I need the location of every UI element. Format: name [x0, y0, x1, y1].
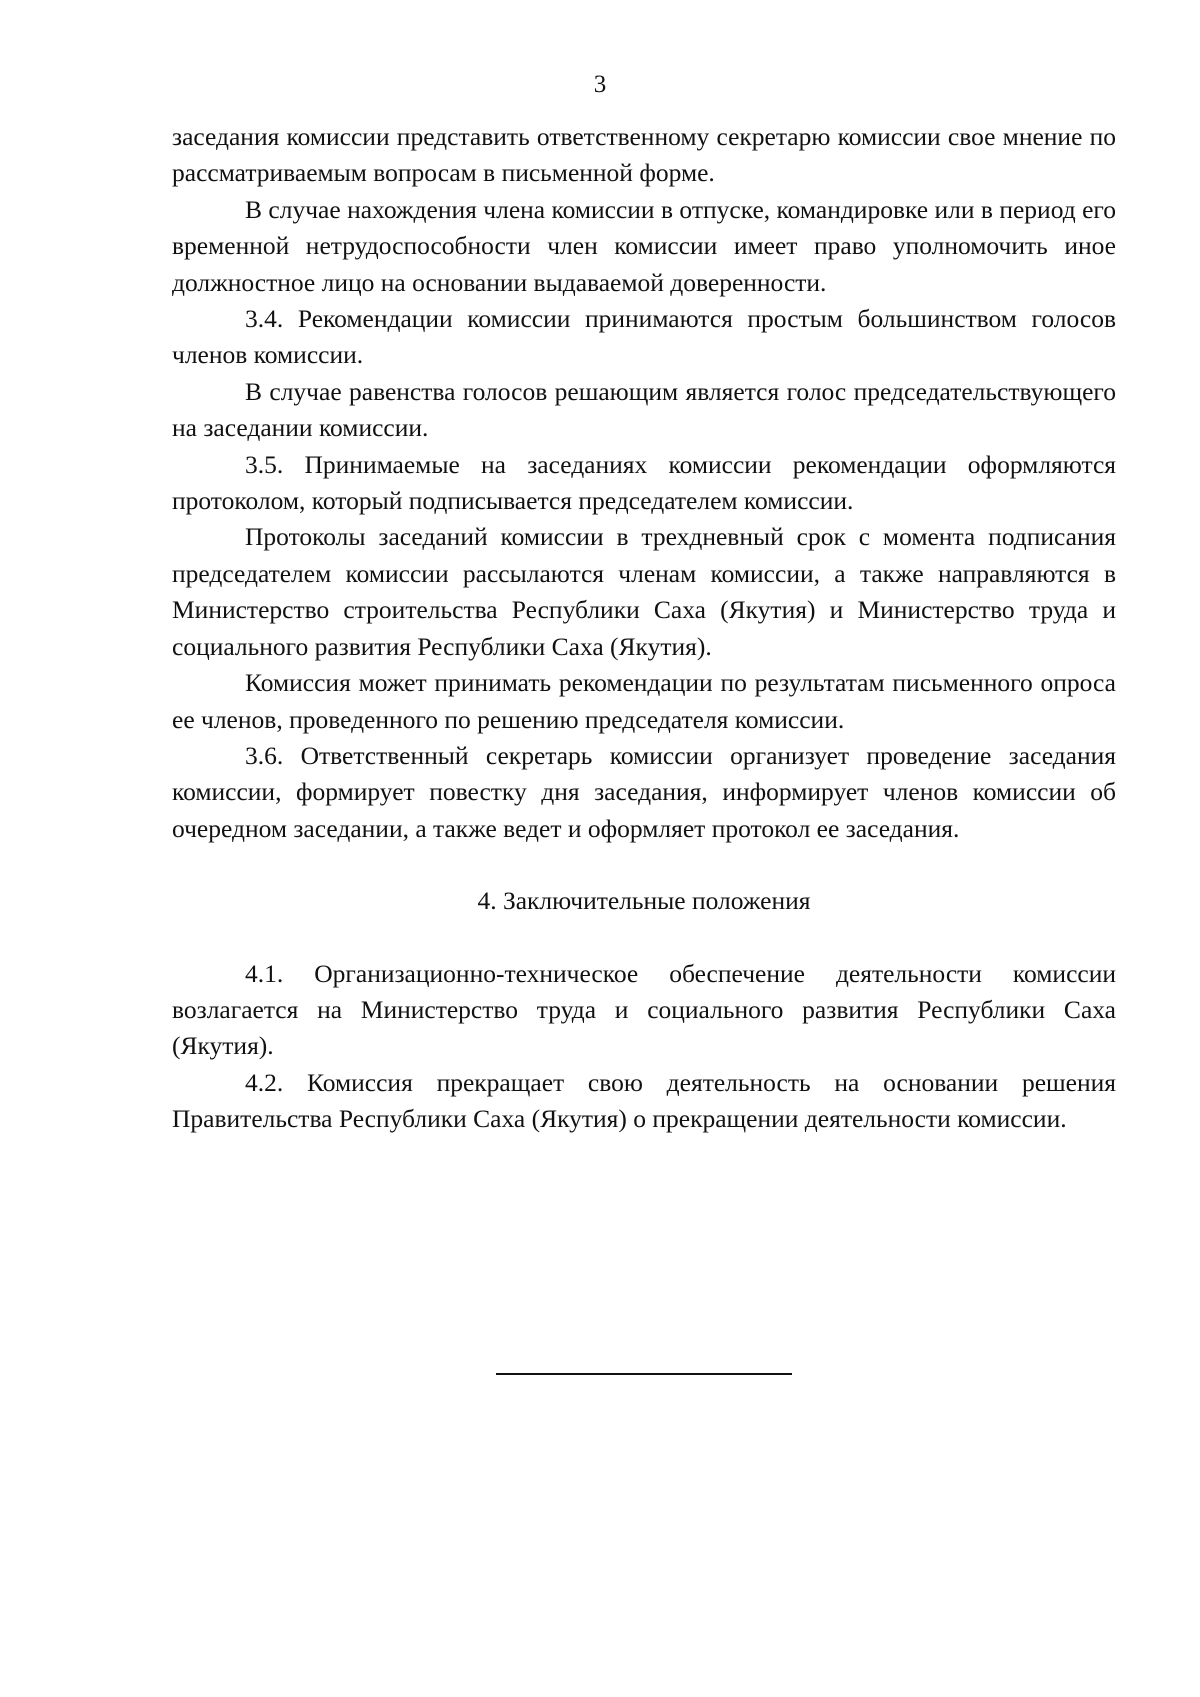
paragraph-3-5: 3.5. Принимаемые на заседаниях комиссии рекомендации оформляются протоколом, который подписывается председателем комиссии. [172, 449, 1116, 516]
section-heading-final-provisions: 4. Заключительные положения [477, 886, 811, 916]
paragraph-4-1: 4.1. Организационно-техническое обеспечение деятельности комиссии возлагается на Министерство труда и социального развития Республики Саха (Якутия). [172, 958, 1116, 1061]
paragraph-3-4: 3.4. Рекомендации комиссии принимаются простым большинством голосов членов комиссии. [172, 304, 1116, 370]
paragraph-equal-votes: В случае равенства голосов решающим является голос председательствующего на заседании комиссии. [172, 376, 1116, 443]
paragraph-3-3-continuation: заседания комиссии представить ответственному секретарю комиссии свое мнение по рассматриваемым вопросам в письменной форме. [172, 122, 1116, 188]
paragraph-4-2: 4.2. Комиссия прекращает свою деятельность на основании решения Правительства Республики Саха (Якутия) о прекращении деятельности комиссии. [172, 1067, 1116, 1134]
paragraph-3-6: 3.6. Ответственный секретарь комиссии организует проведение заседания комиссии, формирует повестку дня заседания, информирует членов комиссии об очередном заседании, а также ведет и оформляет протокол ее заседания. [172, 740, 1116, 843]
document-body [172, 119, 1116, 1138]
paragraph-member-absence: В случае нахождения члена комиссии в отпуске, командировке или в период его временной нетрудоспособности член комиссии имеет право уполномочить иное должностное лицо на основании выдаваемой доверенности. [172, 194, 1116, 297]
paragraph-written-poll: Комиссия может принимать рекомендации по результатам письменного опроса ее членов, проведенного по решению председателя комиссии. [172, 668, 1116, 734]
paragraph-protocols: Протоколы заседаний комиссии в трехдневный срок с момента подписания председателем комиссии рассылаются членам комиссии, а также направляются в Министерство строительства Республики Саха (Якутия) и Министерство труда и социального развития Республики Саха (Якутия). [172, 522, 1116, 661]
end-of-document-rule [496, 1373, 792, 1375]
page-number: 3 [593, 71, 607, 98]
